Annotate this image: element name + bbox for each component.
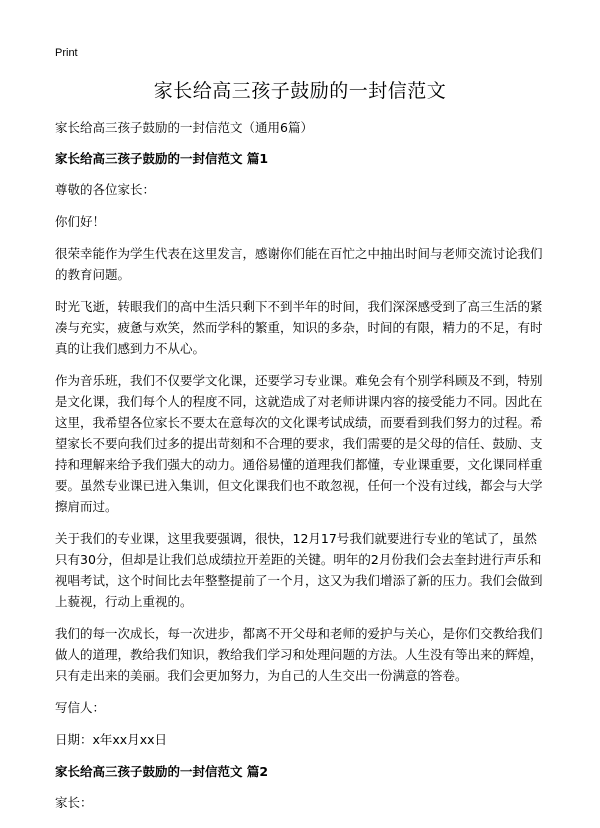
- salutation-2: 家长：: [55, 795, 93, 810]
- signer-line: 写信人：: [55, 700, 106, 715]
- document-title: 家长给高三孩子鼓励的一封信范文: [153, 80, 447, 102]
- paragraph: 作为音乐班，我们不仅要学文化课，还要学习专业课。难免会有个别学科顾及不到，特别是文化课，我们每个人的程度不同，这就造成了对老师讲课内容的接受能力不同。因此在这里，我希望各位家长不要太在意每次的文化课考试成绩，而要看到我们努力的过程。希望家长不要向我们过多的提出苛刻和不合理的要求，我们需要的是父母的信任、鼓励、支持和理解来给予我们强大的动力。通俗易懂的道理我们都懂，专业课重要，文化课同样重要。虽然专业课已进入集训，但文化课我们也不敢忽视，任何一个没有过线，都会与大学擦肩而过。: [55, 373, 543, 514]
- section-heading-1: 家长给高三孩子鼓励的一封信范文 篇1: [55, 151, 269, 166]
- document-body: [55, 117, 549, 824]
- date-line: 日期：x年xx月xx日: [55, 732, 167, 747]
- print-label: Print: [55, 47, 78, 59]
- paragraph: 时光飞逝，转眼我们的高中生活只剩下不到半年的时间，我们深深感受到了高三生活的紧凑与充实，疲惫与欢笑，然而学科的繁重，知识的多杂，时间的有限，精力的不足，有时真的让我们感到力不从心。: [55, 299, 543, 356]
- document-subtitle: 家长给高三孩子鼓励的一封信范文（通用6篇）: [55, 120, 313, 135]
- greeting: 你们好！: [55, 214, 106, 229]
- paragraph: 很荣幸能作为学生代表在这里发言，感谢你们能在百忙之中抽出时间与老师交流讨论我们的教育问题。: [55, 246, 543, 282]
- salutation: 尊敬的各位家长：: [55, 182, 156, 197]
- paragraph: 我们的每一次成长，每一次进步，都离不开父母和老师的爱护与关心，是你们交教给我们做人的道理，教给我们知识，教给我们学习和处理问题的方法。人生没有等出来的辉煌，只有走出来的美丽。我们会更加努力，为自己的人生交出一份满意的答卷。: [55, 626, 543, 683]
- section-heading-2: 家长给高三孩子鼓励的一封信范文 篇2: [55, 764, 269, 779]
- paragraph: 关于我们的专业课，这里我要强调，很快，12月17号我们就要进行专业的笔试了，虽然只有30分，但却是让我们总成绩拉开差距的关键。明年的2月份我们会去奎封进行声乐和视唱考试，这个时间比去年整整提前了一个月，这又为我们增添了新的压力。我们会做到上藐视，行动上重视的。: [55, 531, 543, 609]
